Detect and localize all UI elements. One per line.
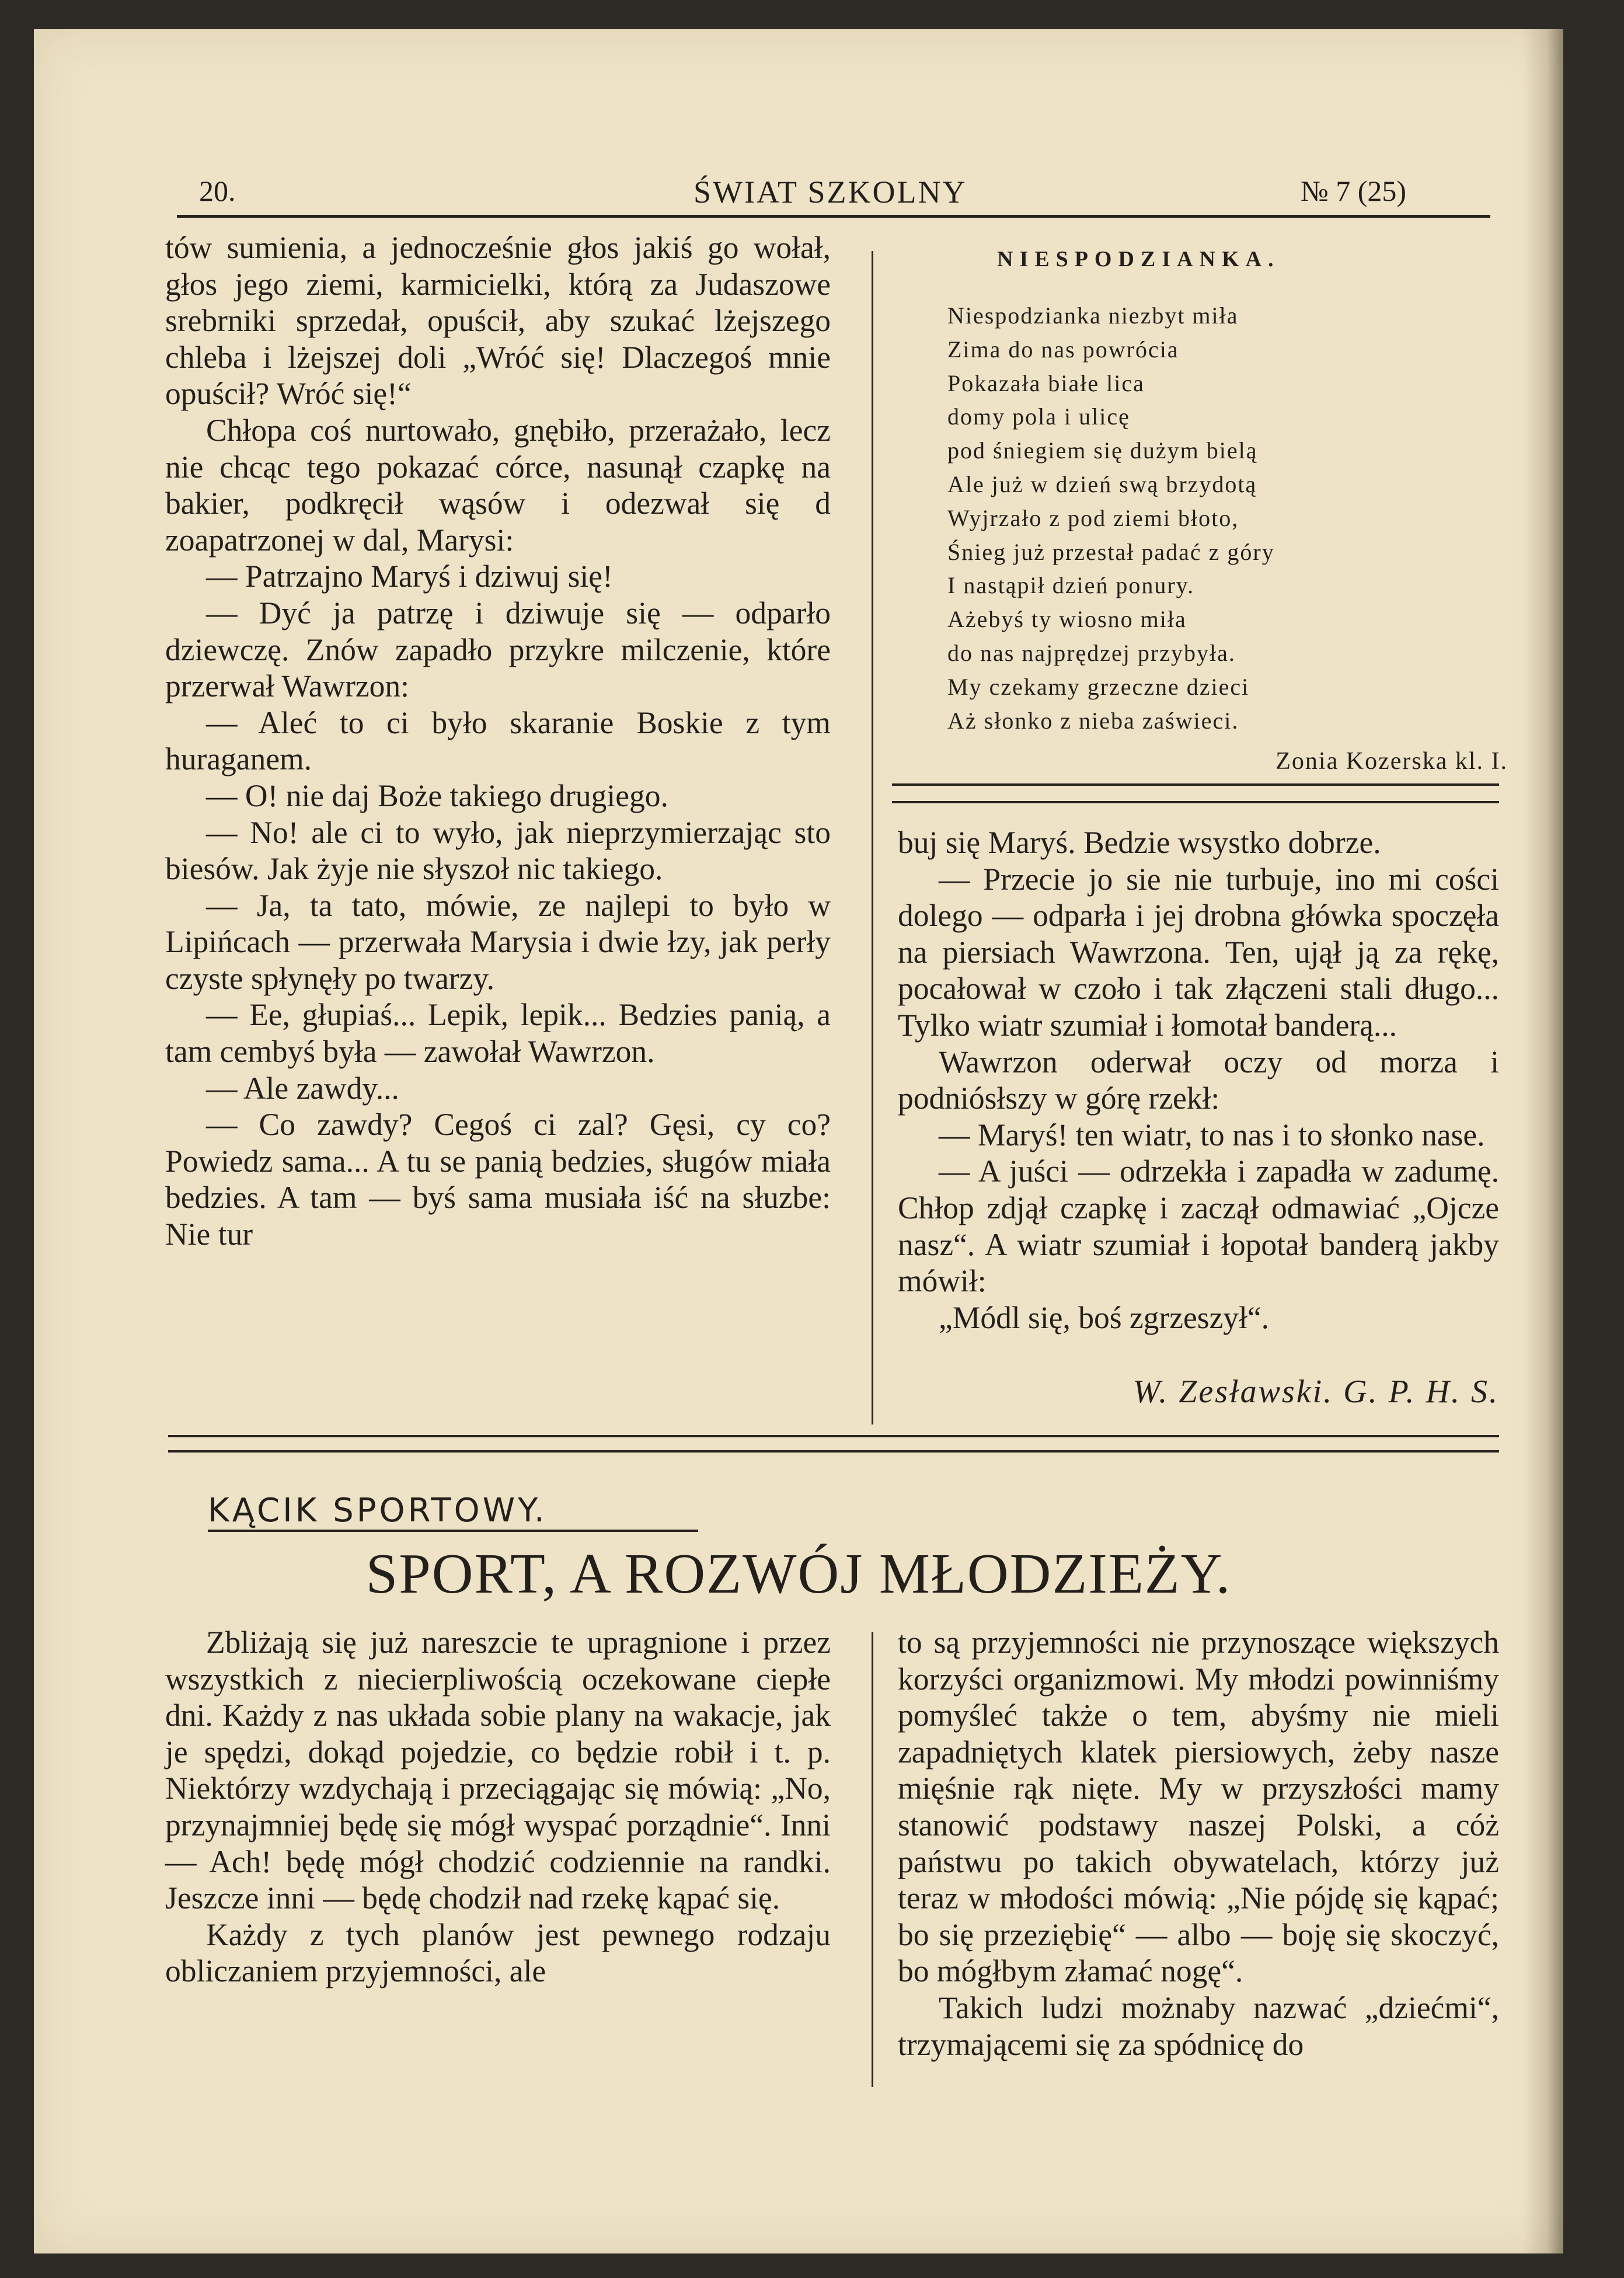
paragraph: — Ale zawdy...	[206, 1070, 399, 1106]
paragraph: „Módl się, boś zgrzeszył“.	[939, 1300, 1270, 1335]
issue-number: № 7 (25)	[1301, 175, 1407, 207]
paragraph: — No! ale ci to wyło, jak nieprzymierzając sto biesów. Jak żyje nie słyszoł nic takiego.	[165, 814, 831, 887]
sport-section-label: KĄCIK SPORTOWY.	[208, 1492, 548, 1530]
story-signature: W. Zesławski. G. P. H. S.	[1132, 1374, 1499, 1410]
poem-line: Niespodzianka niezbyt miła	[947, 302, 1239, 329]
paragraph: — A juści — odrzekła i zapadła w zadumę. Chłop zdjął czapkę i zaczął odmawiać „Ojcze nasz“. A wiatr szumiał i łopotał banderą jakby mówił:	[898, 1154, 1499, 1299]
publication-title: ŚWIAT SZKOLNY	[693, 175, 967, 210]
paragraph: Wawrzon oderwał oczy od morza i podniósłszy w górę rzekł:	[898, 1044, 1499, 1116]
poem-line: I nastąpił dzień ponury.	[947, 572, 1195, 599]
paragraph: — Maryś! ten wiatr, to nas i to słonko nase.	[939, 1117, 1485, 1152]
column-divider-lower	[872, 1632, 873, 2087]
column-divider-upper	[872, 251, 873, 1424]
paragraph: — O! nie daj Boże takiego drugiego.	[206, 778, 668, 813]
paragraph: tów sumienia, a jednocześnie głos jakiś go wołał, głos jego ziemi, karmicielki, którą za Judaszowe srebrniki sprzedał, opuścił, aby szukać lżejszego chleba i lżejszej doli „Wróć się! Dlaczegoś mnie opuścił? Wróć się!“	[165, 230, 831, 412]
magazine-page	[34, 29, 1563, 2253]
poem-title: NIESPODZIANKA.	[997, 247, 1280, 271]
paragraph: buj się Maryś. Bedzie wsystko dobrze.	[898, 825, 1381, 860]
poem-line: pod śniegiem się dużym bielą	[947, 437, 1258, 464]
article-title: SPORT, A ROZWÓJ MŁODZIEŻY.	[365, 1542, 1232, 1605]
story-rule-top	[168, 1435, 1499, 1437]
poem-signature: Zonia Kozerska kl. I.	[1275, 748, 1508, 775]
article-left-column	[165, 1624, 831, 1990]
sport-label-underline	[208, 1530, 698, 1532]
poem-line: Zima do nas powrócia	[947, 336, 1179, 363]
poem-line: Ale już w dzień swą brzydotą	[947, 471, 1257, 497]
paragraph: Chłopa coś nurtowało, gnębiło, przerażało, lecz nie chcąc tego pokazać córce, nasunął czapkę na bakier, podkręcił wąsów i odezwał się d zoapatrzonej w dal, Marysi:	[165, 412, 831, 558]
header-rule	[177, 215, 1490, 218]
poem-line: Śnieg już przestał padać z góry	[947, 538, 1275, 565]
poem-line: My czekamy grzeczne dzieci	[947, 673, 1250, 700]
paragraph: — Ee, głupiaś... Lepik, lepik... Bedzies panią, a tam cembyś była — zawołał Wawrzon.	[165, 997, 831, 1070]
paragraph: Takich ludzi możnaby nazwać „dziećmi“, trzymającemi się za spódnicę do	[898, 1990, 1499, 2062]
paragraph: Każdy z tych planów jest pewnego rodzaju obliczaniem przyjemności, ale	[165, 1917, 831, 1989]
poem-line: domy pola i ulicę	[947, 403, 1130, 430]
story-right-column	[898, 824, 1499, 1336]
poem-line: do nas najprędzej przybyła.	[947, 639, 1236, 666]
story-left-column	[165, 229, 831, 1253]
poem-line: Pokazała białe lica	[947, 370, 1145, 396]
article-right-column	[898, 1624, 1499, 2063]
poem-line: Wyjrzało z pod ziemi błoto,	[947, 504, 1239, 531]
poem-rule-bottom	[892, 801, 1499, 803]
paragraph: — Dyć ja patrzę i dziwuje się — odparło dziewczę. Znów zapadło przykre milczenie, które przerwał Wawrzon:	[165, 595, 831, 704]
poem-line: Ażebyś ty wiosno miła	[947, 606, 1187, 633]
page-spine-shadow	[1522, 29, 1563, 2253]
poem-line: Aż słonko z nieba zaświeci.	[947, 707, 1239, 734]
paragraph: — Patrzajno Maryś i dziwuj się!	[206, 559, 613, 594]
story-rule-bottom	[168, 1450, 1499, 1453]
paragraph: — Aleć to ci było skaranie Boskie z tym huraganem.	[165, 705, 831, 777]
page-number: 20.	[199, 175, 236, 207]
paragraph: to są przyjemności nie przynoszące większych korzyści organizmowi. My młodzi powinniśmy pomyśleć także o tem, abyśmy nie mieli zapadniętych klatek piersiowych, żeby nasze mięśnie rąk nięte. My w przyszłości mamy stanowić podstawy naszej Polski, a cóż państwu po takich obywatelach, którzy już teraz w młodości mówią: „Nie pójdę się kąpać; bo się przeziębię“ — albo — boję się skoczyć, bo mógłbym złamać nogę“.	[898, 1625, 1499, 1989]
paragraph: — Przecie jo sie nie turbuje, ino mi cości dolego — odparła i jej drobna główka spoczęła na piersiach Wawrzona. Ten, ujął ją za rękę, pocałował w czoło i tak złączeni stali długo... Tylko wiatr szumiał i łomotał banderą...	[898, 861, 1499, 1043]
poem-body	[947, 299, 1508, 737]
paragraph: — Co zawdy? Cegoś ci zal? Gęsi, cy co? Powiedz sama... A tu se panią bedzies, sługów miała bedzies. A tam — byś sama musiała iść na słuzbe: Nie tur	[165, 1107, 831, 1252]
paragraph: Zbliżają się już nareszcie te upragnione i przez wszystkich z niecierpliwością oczekowane ciepłe dni. Każdy z nas układa sobie plany na wakacje, jak je spędzi, dokąd pojedzie, co będzie robił i t. p. Niektórzy wzdychają i przeciągając się mówią: „No, przynajmniej będę się mógł wyspać porządnie“. Inni — Ach! będę mógł chodzić codziennie na randki. Jeszcze inni — będę chodził nad rzekę kąpać się.	[165, 1625, 831, 1916]
poem-rule-top	[892, 783, 1499, 786]
paragraph: — Ja, ta tato, mówie, ze najlepi to było w Lipińcach — przerwała Marysia i dwie łzy, jak perły czyste spłynęły po twarzy.	[165, 887, 831, 996]
